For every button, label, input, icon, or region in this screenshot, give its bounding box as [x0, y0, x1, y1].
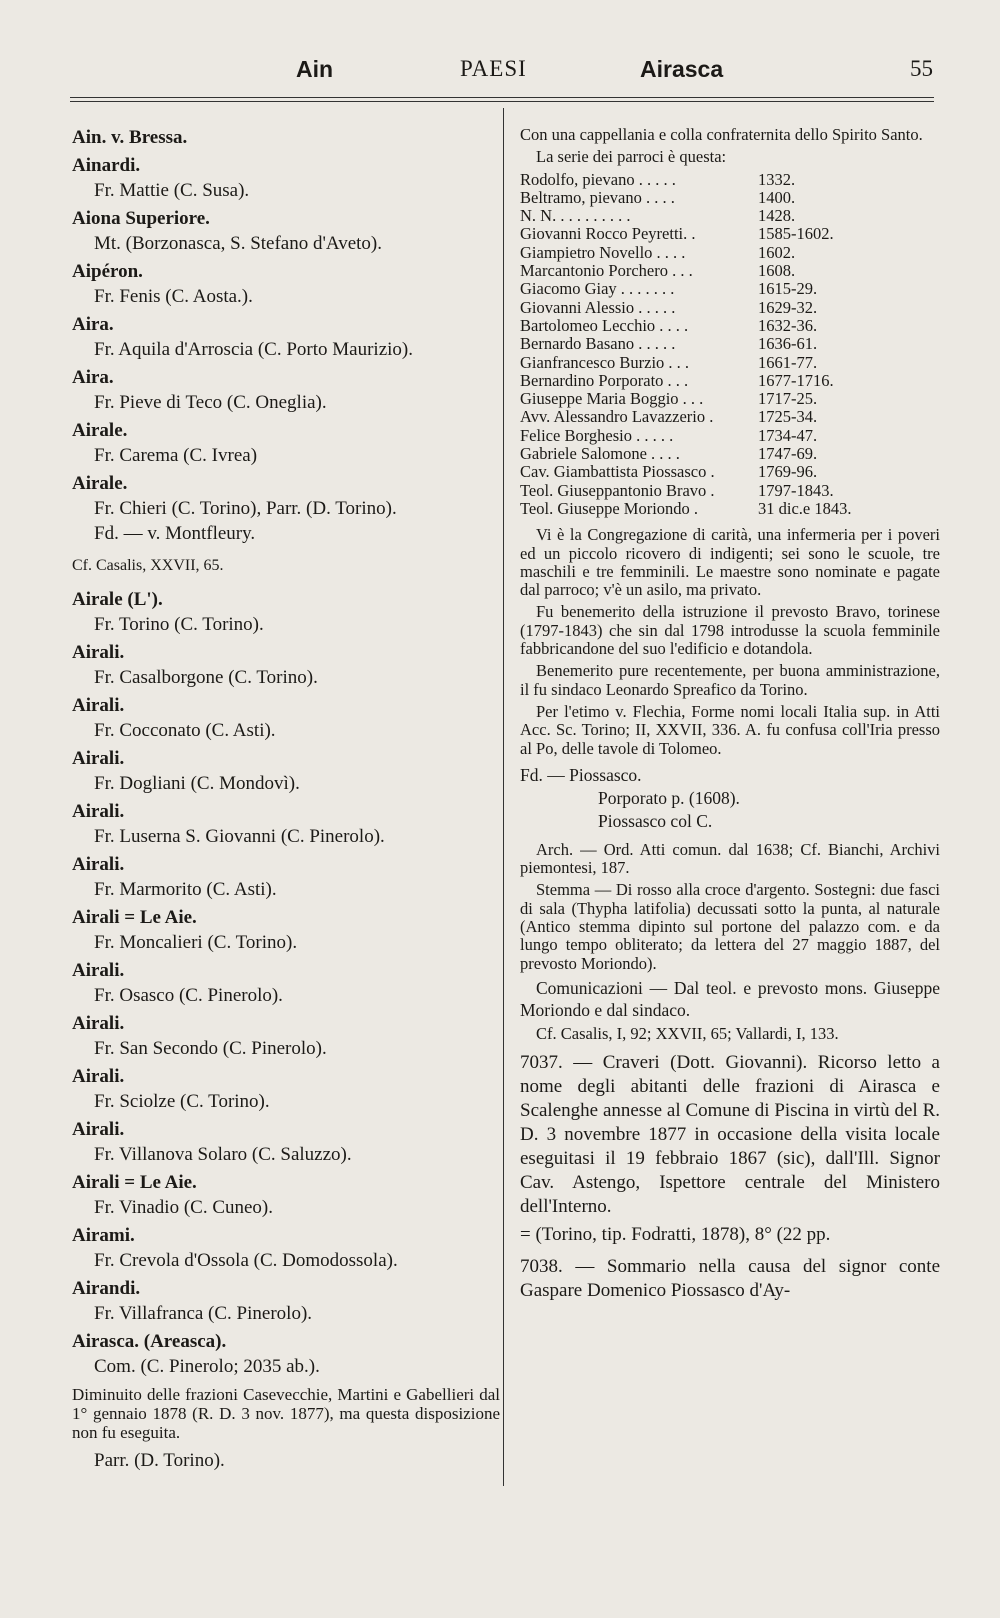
entry-7038-text: 7038. — Sommario nella causa del signor conte Gaspare Domenico Piossasco d'Ay- [520, 1256, 940, 1302]
left-column [72, 126, 500, 1473]
entry-line: Fr. Marmorito (C. Asti). [94, 879, 277, 900]
priest-row [520, 207, 940, 225]
priest-name: Teol. Giuseppe Moriondo . [520, 499, 699, 518]
cf-reference: Cf. Casalis, I, 92; XXVII, 65; Vallardi, I, 133. [536, 1023, 839, 1043]
entry-line: Fr. Fenis (C. Aosta.). [94, 286, 253, 307]
priest-name: Giacomo Giay . . . . . . . [520, 280, 675, 299]
priest-row [520, 280, 940, 298]
communications: Comunicazioni — Dal teol. e prevosto mons. Giuseppe Moriondo e dal sindaco. [520, 977, 940, 1020]
priest-years: 1636-61. [758, 334, 818, 354]
priest-name: Felice Borghesio . . . . . [520, 426, 674, 445]
gazetteer-entry [72, 641, 500, 690]
entry-line: Mt. (Borzonasca, S. Stefano d'Aveto). [94, 233, 383, 254]
header-right-word: Airasca [640, 56, 724, 82]
priest-row [520, 390, 940, 408]
priest-list-title: La serie dei parroci è questa: [536, 147, 727, 167]
gazetteer-entry [72, 1330, 500, 1379]
priest-years: 1629-32. [758, 297, 818, 317]
entry-title: Airali. [72, 960, 125, 981]
gazetteer-entry [72, 1065, 500, 1114]
priest-name: Cav. Giambattista Piossasco . [520, 463, 715, 482]
priest-name: N. N. . . . . . . . . . [520, 207, 631, 226]
priest-years: 1615-29. [758, 279, 818, 299]
entry-line: Fr. Crevola d'Ossola (C. Domodossola). [94, 1250, 398, 1271]
priest-years: 1585-1602. [758, 224, 834, 244]
priest-years: 1725-34. [758, 407, 818, 427]
gazetteer-entry [72, 1224, 500, 1273]
paragraph-charity: Vi è la Congregazione di carità, una infermeria per i poveri ed un piccolo ricovero di indigenti; sei sono le scuole, tre maschili e tre femminili. Le maestre sono nominate e pagate dal parroco; v'è un asilo, ma privato. [520, 525, 940, 600]
priest-years: 1332. [758, 169, 796, 189]
priest-years: 1602. [758, 242, 796, 262]
priest-row [520, 372, 940, 390]
header-rule-second [70, 101, 934, 102]
entry-line: Fr. Cocconato (C. Asti). [94, 720, 276, 741]
header-rule [70, 97, 934, 98]
entry-line: Fr. Villafranca (C. Pinerolo). [94, 1303, 313, 1324]
entry-title: Airali. [72, 1119, 125, 1140]
gazetteer-entry [72, 853, 500, 902]
priest-name: Rodolfo, pievano . . . . . [520, 170, 676, 189]
entry-line: Fr. Osasco (C. Pinerolo). [94, 985, 283, 1006]
priest-name: Bernardino Porporato . . . [520, 371, 689, 390]
priest-name: Bartolomeo Lecchio . . . . [520, 316, 689, 335]
priest-row [520, 482, 940, 500]
priest-years: 1661-77. [758, 352, 818, 372]
priest-years: 1632-36. [758, 315, 818, 335]
paragraph-etymology: Per l'etimo v. Flechia, Forme nomi locali Italia sup. in Atti Acc. Sc. Torino; II, XXVII, 336. A. fu confusa coll'Iria presso al Po, delle tavole di Tolomeo. [520, 701, 940, 758]
entry-line: Fr. Sciolze (C. Torino). [94, 1091, 270, 1112]
entry-title: Airale. [72, 420, 128, 441]
entry-line: Fr. Pieve di Teco (C. Oneglia). [94, 392, 327, 413]
entry-7037-text: 7037. — Craveri (Dott. Giovanni). Ricorso letto a nome degli abitanti delle frazioni di Airasca e Scalenghe annesse al Comune di Piscina in virtù del R. D. 3 novembre 1877 in occasione della visita locale eseguitasi il 19 febbraio 1867 (sic), dall'Ill. Signor Cav. Astengo, Ispettore centrale del Ministero dell'Interno. [520, 1052, 940, 1218]
entry-line: Fr. Aquila d'Arroscia (C. Porto Maurizio). [94, 339, 413, 360]
priest-row [520, 335, 940, 353]
entry-title: Airale. [72, 473, 128, 494]
entry-line: Fr. Dogliani (C. Mondovì). [94, 773, 300, 794]
entry-title: Aira. [72, 314, 114, 335]
priest-row [520, 225, 940, 243]
gazetteer-entry [72, 260, 500, 309]
gazetteer-entry [72, 588, 500, 637]
priest-row [520, 189, 940, 207]
entry-title: Aipéron. [72, 261, 143, 282]
entry-title: Airali. [72, 642, 125, 663]
priest-name: Marcantonio Porchero . . . [520, 262, 693, 281]
coat-of-arms: Stemma — Di rosso alla croce d'argento. Sostegni: due fasci di sala (Thypha latifolia) decussati sotto la punta, al naturale (Antico stemma dipinto sul portone del palazzo com. e da lungo tempo obliterato; da lettera del 27 maggio 1887, del prevosto Moriondo). [520, 880, 940, 973]
priest-name: Avv. Alessandro Lavazzerio . [520, 408, 714, 427]
gazetteer-entry [72, 1118, 500, 1167]
priest-years: 1747-69. [758, 444, 818, 464]
priest-name: Beltramo, pievano . . . . [520, 188, 675, 207]
running-header [0, 56, 1000, 96]
priest-years: 1400. [758, 187, 796, 207]
fd-line: Fd. — Piossasco. [520, 764, 642, 785]
gazetteer-entry [72, 366, 500, 415]
paragraph-spreafico: Benemerito pure recentemente, per buona amministrazione, il fu sindaco Leonardo Spreafico da Torino. [520, 661, 940, 699]
right-column [520, 126, 940, 1307]
gazetteer-entry [72, 154, 500, 203]
priest-row [520, 262, 940, 280]
gazetteer-entry [72, 472, 500, 546]
entry-line: Fr. Moncalieri (C. Torino). [94, 932, 298, 953]
entry-line: Fr. Mattie (C. Susa). [94, 180, 250, 201]
fd-line: Porporato p. (1608). [598, 787, 740, 808]
entry-line: Fr. Carema (C. Ivrea) [94, 445, 258, 466]
entry-line: Fr. Torino (C. Torino). [94, 614, 264, 635]
entry-title: Ainardi. [72, 155, 141, 176]
intro-paragraph: Con una cappellania e colla confraternita dello Spirito Santo. [520, 125, 923, 144]
bibliography-entry-7037 [520, 1051, 940, 1247]
airasca-note: Diminuito delle frazioni Casevecchie, Martini e Gabellieri dal 1° gennaio 1878 (R. D. 3 nov. 1877), ma questa disposizione non fu eseguita. [72, 1385, 500, 1442]
entry-title: Airandi. [72, 1278, 141, 1299]
page-number: 55 [910, 56, 933, 81]
entry-line: Com. (C. Pinerolo; 2035 ab.). [94, 1356, 320, 1377]
priest-row [520, 445, 940, 463]
entry-title: Airami. [72, 1225, 135, 1246]
entry-line: Fr. Vinadio (C. Cuneo). [94, 1197, 274, 1218]
entry-title: Ain. v. Bressa. [72, 127, 188, 148]
entry-line: Fr. Villanova Solaro (C. Saluzzo). [94, 1144, 352, 1165]
archive-reference: Arch. — Ord. Atti comun. dal 1638; Cf. Bianchi, Archivi piemontesi, 187. [520, 839, 940, 878]
entry-title: Airali. [72, 1013, 125, 1034]
priest-name: Giovanni Rocco Peyretti. . [520, 225, 696, 244]
gazetteer-entry [72, 1171, 500, 1220]
priest-years: 1769-96. [758, 462, 818, 482]
feudal-lords [520, 764, 940, 833]
gazetteer-entries [72, 126, 500, 1379]
priest-years: 1734-47. [758, 425, 818, 445]
priest-years: 1608. [758, 261, 796, 281]
priest-row [520, 427, 940, 445]
column-divider [503, 108, 504, 1486]
priest-row [520, 354, 940, 372]
gazetteer-entry [72, 747, 500, 796]
priest-name: Bernardo Basano . . . . . [520, 335, 676, 354]
gazetteer-entry [72, 800, 500, 849]
entry-line: Fd. — v. Montfleury. [94, 523, 256, 544]
priest-row [520, 299, 940, 317]
gazetteer-entry [72, 694, 500, 743]
paragraph-bravo: Fu benemerito della istruzione il prevosto Bravo, torinese (1797-1843) che sin dal 1798 introdusse la scuola femminile fabbricandone del suo l'edificio e dotandola. [520, 602, 940, 659]
gazetteer-entry [72, 126, 500, 150]
entry-title: Airali. [72, 748, 125, 769]
priest-name: Gianfrancesco Burzio . . . [520, 353, 690, 372]
entry-title: Aiona Superiore. [72, 208, 210, 229]
gazetteer-entry [72, 1277, 500, 1326]
entry-line: Fr. Casalborgone (C. Torino). [94, 667, 318, 688]
entry-line: Fr. San Secondo (C. Pinerolo). [94, 1038, 327, 1059]
priest-years: 1797-1843. [758, 480, 834, 500]
priest-row [520, 171, 940, 189]
gazetteer-entry [72, 906, 500, 955]
priest-row [520, 317, 940, 335]
entry-title: Airali = Le Aie. [72, 1172, 197, 1193]
gazetteer-entry [72, 1012, 500, 1061]
gazetteer-entry [72, 207, 500, 256]
entry-title: Airali. [72, 1066, 125, 1087]
priest-row [520, 500, 940, 518]
priest-years: 1717-25. [758, 389, 818, 409]
entry-title: Airali. [72, 854, 125, 875]
priest-name: Teol. Giuseppantonio Bravo . [520, 481, 715, 500]
gazetteer-entry [72, 554, 500, 578]
priest-name: Giampietro Novello . . . . [520, 243, 686, 262]
priest-list [520, 171, 940, 519]
airasca-parish: Parr. (D. Torino). [94, 1450, 225, 1471]
priest-name: Giuseppe Maria Boggio . . . [520, 390, 704, 409]
entry-line: Cf. Casalis, XXVII, 65. [72, 557, 224, 574]
gazetteer-entry [72, 419, 500, 468]
entry-line: Fr. Chieri (C. Torino), Parr. (D. Torino). [94, 498, 397, 519]
header-center-word: PAESI [460, 56, 527, 81]
priest-years: 1428. [758, 206, 796, 226]
priest-row [520, 408, 940, 426]
gazetteer-entry [72, 959, 500, 1008]
header-left-word: Ain [296, 56, 334, 82]
gazetteer-entry [72, 313, 500, 362]
entry-title: Airali. [72, 801, 125, 822]
priest-name: Gabriele Salomone . . . . [520, 445, 680, 464]
entry-7037-publication: = (Torino, tip. Fodratti, 1878), 8° (22 pp. [520, 1224, 831, 1246]
entry-title: Airali = Le Aie. [72, 907, 197, 928]
fd-line: Piossasco col C. [598, 810, 713, 831]
entry-title: Airali. [72, 695, 125, 716]
entry-line: Fr. Luserna S. Giovanni (C. Pinerolo). [94, 826, 385, 847]
priest-years: 31 dic.e 1843. [758, 498, 852, 518]
bibliography-entry-7038 [520, 1255, 940, 1303]
priest-row [520, 244, 940, 262]
priest-name: Giovanni Alessio . . . . . [520, 298, 676, 317]
priest-years: 1677-1716. [758, 370, 834, 390]
entry-title: Aira. [72, 367, 114, 388]
entry-title: Airasca. (Areasca). [72, 1331, 227, 1352]
entry-title: Airale (L'). [72, 589, 163, 610]
priest-row [520, 463, 940, 481]
